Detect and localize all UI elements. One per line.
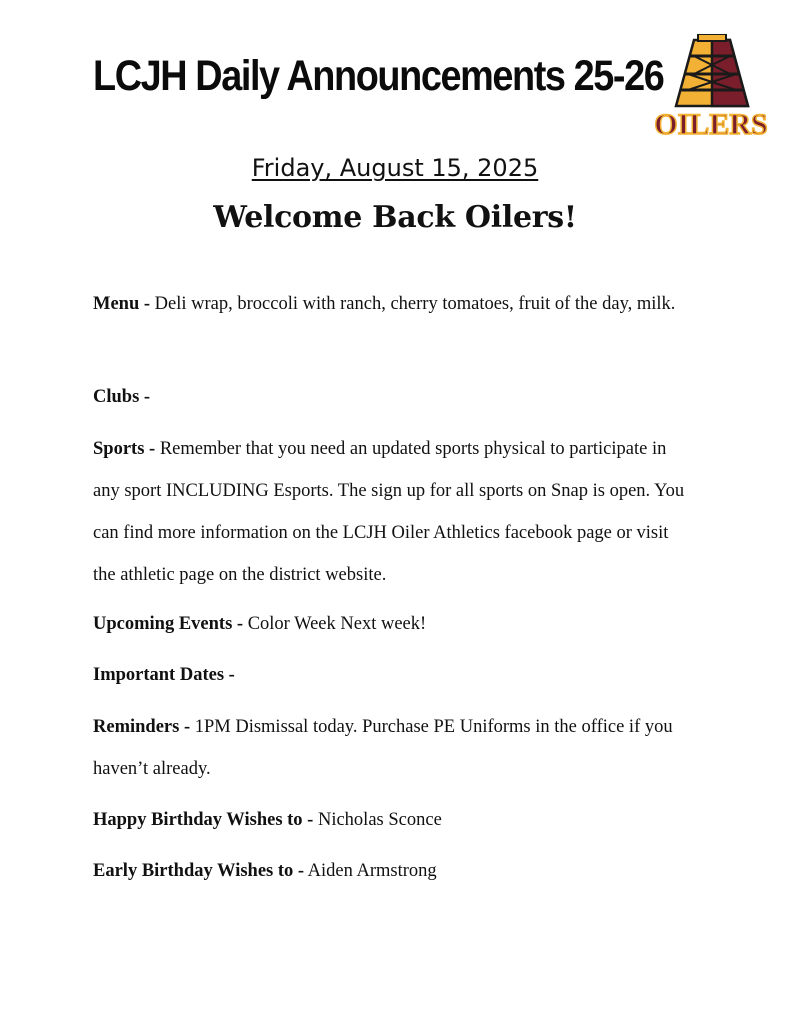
early-birthday-text: Aiden Armstrong <box>304 861 437 881</box>
sports-section <box>93 428 693 596</box>
logo-wordmark: OILERS <box>654 108 768 141</box>
reminders-section <box>93 706 693 790</box>
reminders-label: Reminders - <box>93 717 191 737</box>
important-dates-section <box>93 654 693 696</box>
menu-text: Deli wrap, broccoli with ranch, cherry tomatoes, fruit of the day, milk. <box>150 294 676 314</box>
clubs-section <box>93 376 693 418</box>
birthday-label: Happy Birthday Wishes to - <box>93 810 314 830</box>
announcement-date: Friday, August 15, 2025 <box>251 154 539 182</box>
welcome-heading: Welcome Back Oilers! <box>213 200 577 235</box>
early-birthday-section <box>93 850 693 892</box>
sports-label: Sports - <box>93 439 156 459</box>
sports-text: Remember that you need an updated sports physical to participate in any sport INCLUDING Esports. The sign up for all sports on Snap is open. You can find more information on the LCJH Oiler Athletics facebook page or visit the athletic page on the district website. <box>93 439 685 585</box>
oilers-logo <box>650 34 772 142</box>
upcoming-events-label: Upcoming Events - <box>93 614 244 634</box>
birthday-section <box>93 799 693 841</box>
upcoming-events-text: Color Week Next week! <box>243 614 427 634</box>
upcoming-events-section <box>93 603 693 645</box>
page-title: LCJH Daily Announcements 25-26 <box>93 52 664 100</box>
menu-section <box>93 283 693 325</box>
clubs-label: Clubs - <box>93 387 151 407</box>
reminders-text: 1PM Dismissal today. Purchase PE Uniforms in the office if you haven’t already. <box>93 717 673 779</box>
birthday-text: Nicholas Sconce <box>313 810 442 830</box>
important-dates-label: Important Dates - <box>93 665 235 685</box>
early-birthday-label: Early Birthday Wishes to - <box>93 861 305 881</box>
menu-label: Menu - <box>93 294 151 314</box>
